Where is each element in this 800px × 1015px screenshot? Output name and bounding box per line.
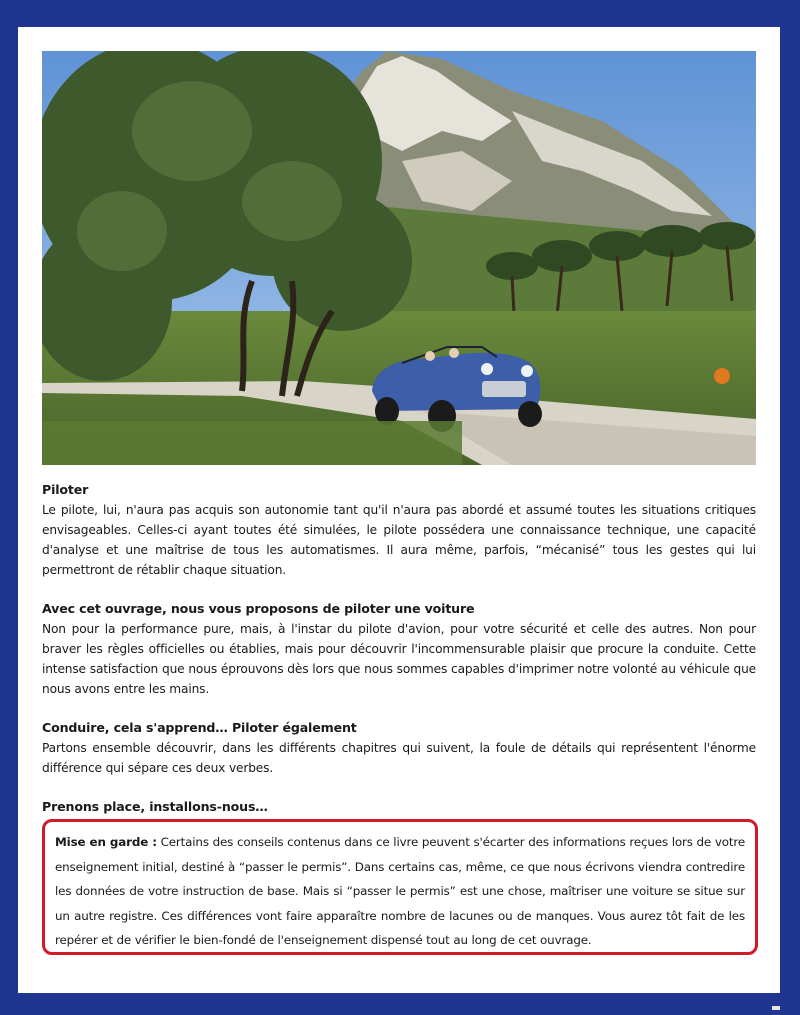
section-heading: Prenons place, installons-nous…	[42, 799, 268, 814]
section-paragraph: Non pour la performance pure, mais, à l'instar du pilote d'avion, pour votre sécurité et celle des autres. Non pour braver les règles officielles ou établies, mais pour découvrir l'incommensurable plaisir que procure la conduite. Cette intense satisfaction que nous éprouvons dès lors que nous sommes capables d'imprimer notre volonté au véhicule que nous avons entre les mains.	[42, 622, 756, 696]
article-body	[42, 480, 756, 836]
section-paragraph: Le pilote, lui, n'aura pas acquis son autonomie tant qu'il n'aura pas abordé et assumé toutes les situations critiques envisageables. Celles-ci ayant toutes été simulées, le pilote possédera une connaissance technique, une capacité d'analyse et une maîtrise de tous les automatismes. Il aura même, parfois, “mécanisé” tous les gestes qui lui permettront de rétablir chaque situation.	[42, 503, 756, 577]
section-heading: Conduire, cela s'apprend… Piloter également	[42, 720, 357, 735]
section-avec-cet-ouvrage	[42, 599, 756, 699]
section-prenons-place	[42, 797, 756, 817]
warning-text: Certains des conseils contenus dans ce livre peuvent s'écarter des informations reçues lors de votre enseignement initial, destiné à “passer le permis”. Dans certains cas, même, ce que nous écrivons viendra contredire les données de votre instruction de base. Mais si “passer le permis” est une chose, maîtriser une voiture se situe sur un autre registre. Ces différences vont faire apparaître nombre de lacunes ou de manques. Vous aurez tôt fait de les repérer et de vérifier le bien-fondé de l'enseignement dispensé tout au long de cet ouvrage.	[55, 835, 746, 947]
warning-box	[42, 819, 758, 955]
page-corner-mark	[772, 1006, 780, 1010]
section-heading: Avec cet ouvrage, nous vous proposons de piloter une voiture	[42, 601, 475, 616]
landscape-photo-car-mountain-icon	[42, 51, 756, 465]
warning-label: Mise en garde :	[55, 835, 157, 849]
section-piloter	[42, 480, 756, 580]
landscape-photo	[42, 51, 756, 465]
section-heading: Piloter	[42, 482, 89, 497]
book-page	[18, 27, 780, 993]
section-paragraph: Partons ensemble découvrir, dans les différents chapitres qui suivent, la foule de détails qui représentent l'énorme différence qui sépare ces deux verbes.	[42, 741, 756, 775]
section-conduire	[42, 718, 756, 778]
